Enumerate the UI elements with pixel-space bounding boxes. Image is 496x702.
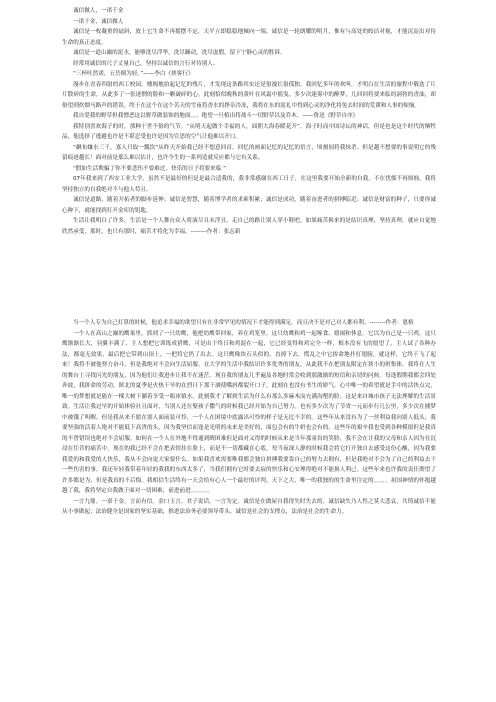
paragraph-weight-moon: 诚信是一枚凝重的砝码，放上它生命不再摇摆不定，天平立即稳稳地倾向一端。诚信是一轮朗耀的明月，惟有与高处的皎洁对视，才能沉淀出对待生命的真正态度。 xyxy=(62,29,436,46)
quote-li-bai: “三杯吐然诺，五岳倒为轻。”——李白《侠客行》 xyxy=(73,71,194,77)
title-line-1: 诚信做人，一诺千金 xyxy=(73,8,124,14)
paragraph-campus-memory: 漫步在青春四射的西工校园，楼阁地拍起记忆的残片，才发现这条路其实还是很漫长很孤独。我回忆多年的欢叫，才明白在生活的旅程中敬迭了片片散碎的生命。从此多了一张迷惘的脸和一颗破碎的心。此刻恰似晚秋的黄叶在风霜中摇曳。多少次迷雾中的醉梦，几回回将要来临的洞勃的香油，却俗望到炊烟马路声的错误。终于在这个在这个苦天的雪夜将香水的挣杂冷冻，我将在东的泥礼中得到心灵的净化将免去时间的荒谬和人事的烦恼。 xyxy=(62,81,436,109)
paragraph-measure: 经常用诚信的尺子丈量自己，坚持以诚信的言行对待别人。 xyxy=(73,60,219,67)
quote-lu-xun: 我自爱我的野草但我憎恶这以野草做装饰的地面。。。绝望一旦植出将战斗一切野草以及乔木。——鲁迅《野草自序》 xyxy=(73,113,359,119)
quote-engels: 当一个人专为自己打算的时候，他追求幸福的欲望只有在非常罕见的情况下才能得到满足，而且决不是对己对人都有利。--------作者：恩格 xyxy=(73,320,414,326)
paragraph-xian-university: 07年我来到了西安工业大学，虽然不是最好的但是是最合适我的，我非常感谢在西工日子，在这里我要开始全新的自我，不在忧郁不再烦恼，我将坚持独立的自我绝对不与他人苟且。 xyxy=(62,176,436,193)
essay-section-2 xyxy=(62,318,436,518)
title-line-2: 一诺千金，诚信做人 xyxy=(73,18,124,25)
quote-pushkin: “假如生活欺骗了你不要悲伤不要难过，快乐的日子将要来临 ” xyxy=(73,165,227,172)
paragraph-closing-idioms: 一言九鼎。一诺千金。言而有信。金口玉言。君子说话，一言为定。诚信是在做屋自我得失时失去的。诚信缺失乃人性之莫大悲哀，共铸诚信不能从小事做起；法治健全是国家的坚实基础，推进法治务必要领导带头。诚信是社会的支撑点，法治是社会的生命力。 xyxy=(62,498,436,515)
essay-section-1 xyxy=(62,6,436,237)
paragraph-integrity-road: 诚信是道路，随着开拓者的脚步延伸；诚信是智慧，随着博学者的求索积累；诚信是成功，随着奋进者的拼搏临近；诚信是财富的种子，只要你诚心种下，就能找到打开金库的钥匙。 xyxy=(62,197,436,214)
paragraph-mountain-water: 诚信是一道山巅的泥水，能够洗尽浮华，洗尽躁动，洗尽虚假，留下宁静心灵的胜诉。 xyxy=(73,50,286,56)
paragraph-zhang-zhixin: 生活让我明白了许多，生活是一个人舞台众人将演尽且未浮且。走自己的路让别人穿小鞋吧。如果痛苦换来的是结识真理，坚持真理，就应自觉地欣然承受，那时，也只有那时，痛苦才将化为幸福。--------作者：张志新 xyxy=(62,218,436,235)
paragraph-eagle-story: 一个人在高山之巅的鹰巢里，抓到了一只幼鹰，他把幼鹰带回家，养在鸡笼里。这只幼鹰和鸡一起啄食、嬉闹和休息。它以为自己是一只鸡。这只鹰渐渐长大，羽翼丰满了，主人想把它训练成猎鹰，可是由于终日和鸡混在一起，它已经变得和鸡完全一样，根本没有飞的愿望了。主人试了各种办法，都毫无效果，最后把它带到山顶上，一把将它扔了出去。这只鹰像块石头似的，直掉下去，慌乱之中它拚命地扑打翅膀，就这样，它终于飞了起来！我将不被他努力奋斗，但是我绝对不会向生活屈服。在大学的生活中我结识许多优秀的朋友，从此我不在把朋友限定在狭小的班集体，我将在人生的舞台上寻找闪光的朋友，因为他们让我进步让我不在迷茫。现在我的朋友几乎遍及各地时常会收到那激励的短信和亲切的问候。每逢假期我都会四处奔波，我拼命的劳动，陕北的夏季是火热干旱的在烈日下那干涸使嘴唇都裂开口子，此刻在也没有书生的娇气，心中唯一的希望就是手中的活快点完，唯一的梦想就是能在一棵大树下躺着享受一瓶冰镇水。此刻我才了解到生活为什么有那么多麻木而充满沟壑的脸。这是来自城市孩子无法理解的生活景致。生活让我过早的开始体验社且面对，当别人还在娶孩子撒气的时候我已经开始为自己努力。也有多少次为了节省一元而步行几公里，多少次在捕梦中被饿了叫醒。但是我从来不愿在别人面前装可怜，一个人在困境中底露出可怜的样子是无比不幸的。这些年从来没有为了一丝利益我向别人低头，我要坚强的活着人绝对不能低下高贵的头，因为我坚信而逢是光明的未来是美好的，面包会有的牛奶也会有的。这些年的艰辛我也受到各种模拟但是我真的不曾错误也绝对不会屈服。如何在一个人在外地不得通到晦困难但是面对又得的时候从来是当年那童真的笑脸，我不会在让我的父母和亲人因为在沉浸在往昔的痛苦中。现在的我已经不会在把表情挂在脸上，而是不一切都藏在心底，每当夜深人静的时候我会将它打开独自去感受这份心酸，因为我要我爱的和我爱的人快乐，我从不会向更大家要什么。如果我喜欢需要唯我都会独自拼搏我要靠自己的努力去拥有，但是我绝对不会为了自己的利益去干一些伤害的事。我还年轻我带着年轻的我我的东西太多了，当我们拥有它时要去寂的快乐和心安理得绝对不能损人利己。这些年来也许我的责任期望了许多都是为，但是我真的不后悔。我相信生活终有一天会给有心人一个最好的评判。天下之大，唯一的我独的的生命里注定的。。。。。祖国神情的怀抱越越了我，我将坚定自我做于面对一切困难，前进前进。。。。。。。 xyxy=(62,330,436,494)
paragraph-weak-water: “飙布嫌水三千，寡人只取一瓢饮”从昨天开始我已经不想意回首，回忆的画面记忆的记忆的语言，顷刻间将我抹杀。但是越不想要的事说明它的残留痕迹越长！面对前是那么难以估计，也许今生的一系列造就反应都与它有关系。 xyxy=(62,144,436,161)
paragraph-hai-zi: 我特别喜欢海子的时，那种于世不俗的气节。“从明天起做个幸福的人，面朝大海春暖花开”。海子时而中国诗坛的神话，但是也是这个时代的牺牲品，他选择了逃避也许是不堪忍受也许是因为宣思的空气让他难以开口。 xyxy=(62,123,436,140)
